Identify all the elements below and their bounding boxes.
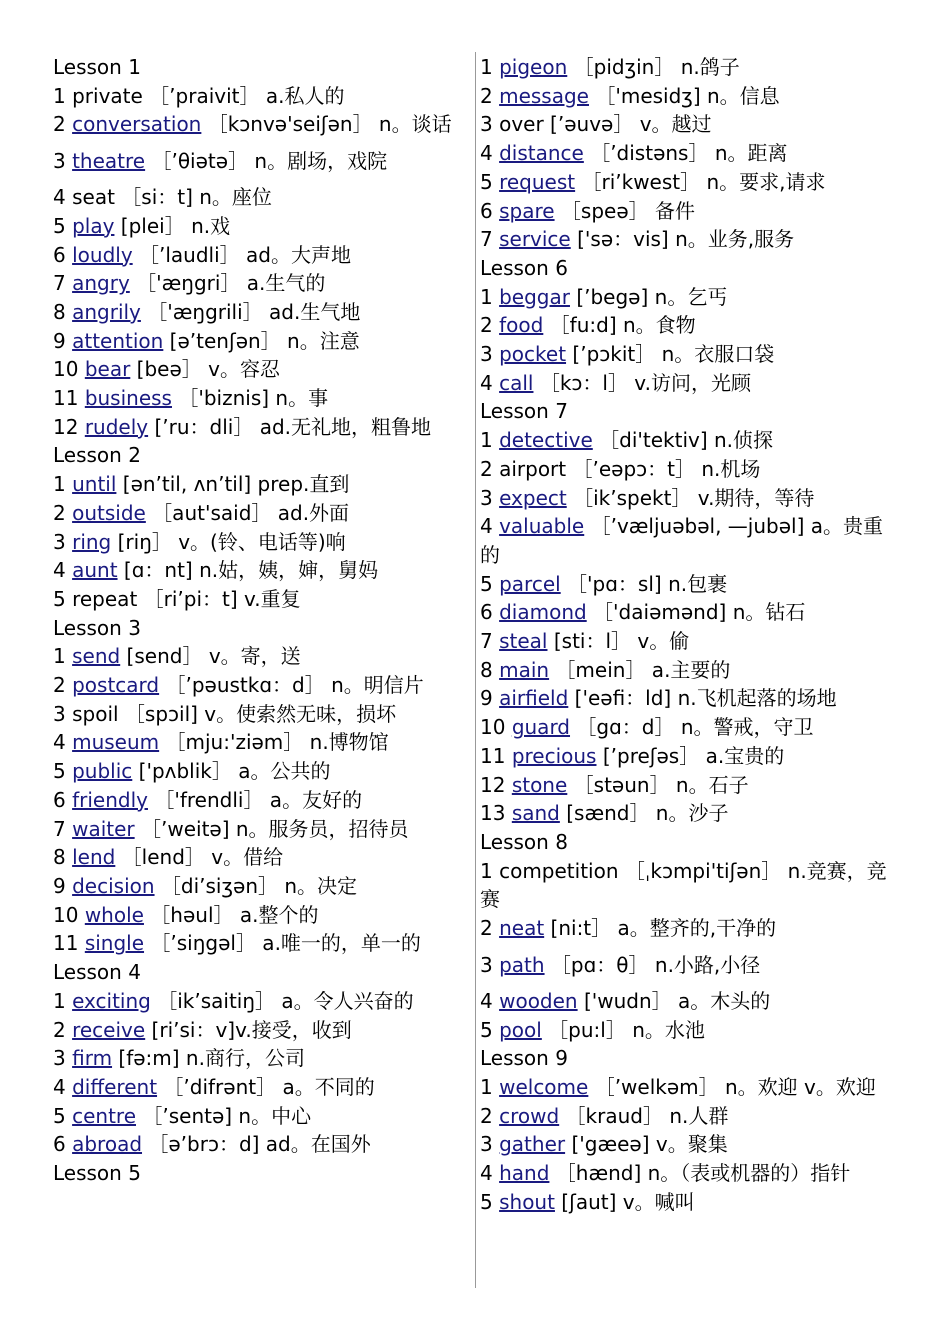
entry-definition: ［ri’kwest］ n。要求,请求 [575,169,826,194]
entry-number: 1 [53,472,66,497]
vocab-entry [53,327,471,356]
vocab-entry [480,225,898,254]
vocab-word-link[interactable]: friendly [72,787,148,812]
entry-definition: [’pɔkit］ n。衣服口袋 [566,342,775,367]
vocab-entry [480,656,898,685]
vocab-word-link[interactable]: airfield [499,686,569,711]
vocab-entry [53,1102,471,1131]
entry-definition: [’ru：dli］ ad.无礼地，粗鲁地 [148,414,431,439]
vocab-word-link[interactable]: until [72,472,117,497]
vocab-word-link[interactable]: museum [72,730,160,755]
entry-definition: ［lend］ v。借给 [115,845,284,870]
vocab-entry [53,1016,471,1045]
vocab-word-link[interactable]: call [499,370,534,395]
vocab-word-link[interactable]: different [72,1074,158,1099]
entry-definition: ［’praivit］ a.私人的 [142,83,345,108]
vocab-word-link[interactable]: sand [511,801,560,826]
vocab-entry [480,771,898,800]
entry-definition: ['wudn］ a。木头的 [577,988,771,1013]
entry-definition: ［’welkəm］ n。欢迎 v。欢迎 [588,1074,876,1099]
vocab-word-link[interactable]: path [499,952,545,977]
vocab-entry [53,1073,471,1102]
vocab-word-link[interactable]: ring [72,529,112,554]
entry-definition: ［ik’saitiŋ］ a。令人兴奋的 [150,988,414,1013]
vocab-word-link[interactable]: single [84,931,145,956]
entry-number: 5 [53,759,66,784]
vocab-entry [53,413,471,442]
right-column [480,53,898,1216]
entry-definition: ［ə’brɔ：d] ad。在国外 [142,1132,371,1157]
entry-number: 2 [53,500,66,525]
vocab-word: over [499,112,544,137]
lesson-heading: Lesson 7 [480,399,568,424]
entry-definition: ［stəun］ n。石子 [567,772,749,797]
entry-number: 6 [53,1132,66,1157]
vocab-word-link[interactable]: attention [72,328,164,353]
entry-definition: ［'mesidʒ] n。信息 [588,83,780,108]
vocab-entry [480,1130,898,1159]
vocab-word-link[interactable]: angrily [72,299,141,324]
entry-definition: ［’distəns］ n。距离 [583,141,788,166]
vocab-entry [53,872,471,901]
vocab-word-link[interactable]: main [499,657,550,682]
vocab-entry [480,914,898,943]
entry-definition: ［ik’spekt］ v.期待，等待 [566,485,815,510]
lesson-heading: Lesson 1 [53,55,141,79]
vocab-word-link[interactable]: bear [84,357,131,382]
entry-number: 2 [53,1017,66,1042]
vocab-word-link[interactable]: request [499,169,576,194]
entry-number: 4 [53,1074,66,1099]
vocab-word-link[interactable]: beggar [499,284,570,309]
entry-definition: ［’eəpɔ：t］ n.机场 [566,456,761,481]
entry-number: 4 [53,730,66,755]
entry-number: 3 [480,952,493,977]
entry-definition: ［kɔ：l］ v.访问，光顾 [533,370,751,395]
entry-number: 4 [53,185,66,210]
vocab-word: repeat [72,586,138,611]
vocab-word-link[interactable]: welcome [499,1074,589,1099]
vocab-entry [480,283,898,312]
vocab-word-link[interactable]: lend [72,845,116,870]
entry-number: 9 [53,873,66,898]
entry-definition: ['gæeə] v。聚集 [565,1132,728,1157]
vocab-word-link[interactable]: abroad [72,1132,143,1157]
vocab-word-link[interactable]: message [499,83,589,108]
entry-definition: ［di’siʒən］ n。决定 [154,873,358,898]
entry-definition: [send］ v。寄，送 [120,644,301,669]
entry-number: 3 [480,342,493,367]
vocab-word-link[interactable]: wooden [499,988,578,1013]
vocab-entry [480,369,898,398]
vocab-entry [480,455,898,484]
vocab-entry [53,139,471,183]
vocab-word-link[interactable]: hand [499,1161,550,1186]
entry-definition: ［’siŋgəl］ a.唯一的，单一的 [144,931,421,956]
entry-number: 4 [480,1161,493,1186]
vocab-entry [53,671,471,700]
vocab-word: seat [72,185,115,210]
entry-definition: ［si：t] n。座位 [114,185,272,210]
entry-number: 11 [53,386,79,411]
entry-number: 6 [480,198,493,223]
entry-number: 2 [480,1103,493,1128]
entry-definition: ［spɔil] v。使索然无味，损坏 [118,701,397,726]
vocab-entry [480,943,898,987]
vocab-word-link[interactable]: postcard [72,673,160,698]
vocab-entry [480,799,898,828]
entry-number: 2 [480,456,493,481]
vocab-word-link[interactable]: centre [72,1103,136,1128]
vocab-word-link[interactable]: service [499,227,571,252]
vocab-entry [480,570,898,599]
entry-definition: ［ˌkɔmpi'tiʃən］ n.竞赛，竞赛 [480,858,887,912]
entry-number: 11 [480,743,506,768]
vocab-entry [53,384,471,413]
entry-number: 7 [53,271,66,296]
vocab-word-link[interactable]: receive [72,1017,146,1042]
vocab-word-link[interactable]: decision [72,873,155,898]
entry-number: 12 [480,772,506,797]
entry-number: 6 [53,787,66,812]
entry-definition: ［pu:l］ n。水池 [541,1017,705,1042]
entry-number: 9 [480,686,493,711]
lesson-heading: Lesson 2 [53,443,141,468]
entry-definition: ［speə］ 备件 [554,198,696,223]
entry-number: 5 [480,571,493,596]
entry-number: 5 [480,169,493,194]
vocab-word-link[interactable]: neat [499,916,545,941]
entry-definition: ［mein］ a.主要的 [549,657,731,682]
vocab-entry [480,598,898,627]
vocab-entry [480,53,898,82]
vocab-entry [53,929,471,958]
vocab-entry [53,585,471,614]
vocab-entry [53,786,471,815]
entry-number: 5 [480,1189,493,1214]
vocab-entry [480,484,898,513]
lesson-heading: Lesson 4 [53,960,141,985]
vocab-word-link[interactable]: precious [511,743,597,768]
vocab-word-link[interactable]: theatre [72,149,146,174]
vocab-entry [480,512,898,569]
vocab-entry [480,684,898,713]
vocab-entry [53,815,471,844]
vocab-entry [53,1130,471,1159]
vocab-entry [53,642,471,671]
entry-definition: ［’væljuəbəl, —jubəl] a。贵重的 [480,514,883,567]
entry-definition: [’preʃəs］ a.宝贵的 [596,743,785,768]
entry-number: 6 [480,600,493,625]
entry-number: 1 [53,83,66,108]
vocab-word-link[interactable]: firm [72,1046,113,1071]
vocab-entry [480,1016,898,1045]
vocab-entry [480,1102,898,1131]
entry-definition: ［pidʒin］ n.鸽子 [567,55,740,79]
vocab-word-link[interactable]: diamond [499,600,587,625]
entry-definition: ［’weitə] n。服务员，招待员 [134,816,409,841]
entry-number: 4 [53,558,66,583]
entry-definition: [riŋ］ v。(铃、电话等)响 [111,529,346,554]
vocab-word-link[interactable]: waiter [72,816,135,841]
entry-number: 3 [53,529,66,554]
vocab-word-link[interactable]: gather [499,1132,566,1157]
vocab-word-link[interactable]: spare [499,198,555,223]
vocab-entry [53,212,471,241]
entry-number: 9 [53,328,66,353]
entry-number: 3 [53,701,66,726]
vocab-word-link[interactable]: guard [511,715,571,740]
entry-definition: ['pʌblik］ a。公共的 [132,759,331,784]
vocab-word-link[interactable]: food [499,313,544,338]
left-column [53,53,471,1188]
entry-number: 2 [53,673,66,698]
vocab-word-link[interactable]: parcel [499,571,561,596]
entry-number: 5 [53,1103,66,1128]
vocab-entry [53,241,471,270]
vocab-entry [480,110,898,139]
vocab-word: airport [499,456,567,481]
vocab-entry [480,627,898,656]
entry-number: 3 [480,1132,493,1157]
vocab-word-link[interactable]: stone [511,772,568,797]
vocab-word-link[interactable]: exciting [72,988,151,1013]
entry-definition: ［di'tektiv] n.侦探 [592,428,774,453]
entry-number: 5 [480,1017,493,1042]
entry-number: 2 [480,313,493,338]
vocab-entry [53,269,471,298]
entry-definition: ［'frendli］ a。友好的 [147,787,363,812]
entry-definition: ［aut'said］ ad.外面 [145,500,350,525]
vocab-entry [480,311,898,340]
entry-number: 10 [480,715,506,740]
entry-definition: [ri’si：v]v.接受，收到 [145,1017,352,1042]
lesson-heading: Lesson 5 [53,1161,141,1186]
vocab-entry [480,82,898,111]
entry-definition: [ə’tenʃən］ n。注意 [163,328,360,353]
vocab-entry [480,987,898,1016]
entry-definition: [fə:m] n.商行，公司 [112,1046,305,1071]
entry-definition: [sænd］ n。沙子 [559,801,729,826]
vocab-word-link[interactable]: pocket [499,342,567,367]
entry-definition: [ən’til, ʌn’til] prep.直到 [116,472,350,497]
entry-number: 4 [480,514,493,539]
vocab-entry [53,728,471,757]
vocab-word-link[interactable]: shout [499,1189,555,1214]
entry-number: 2 [480,916,493,941]
vocab-word-link[interactable]: expect [499,485,567,510]
vocab-entry [53,901,471,930]
column-divider [475,52,476,1288]
vocab-word-link[interactable]: play [72,213,115,238]
entry-number: 3 [53,149,66,174]
entry-number: 1 [480,428,493,453]
vocab-entry [53,528,471,557]
entry-definition: ［’sentə] n。中心 [136,1103,312,1128]
vocab-entry [53,700,471,729]
entry-number: 5 [53,586,66,611]
entry-number: 7 [480,629,493,654]
entry-number: 11 [53,931,79,956]
entry-number: 2 [480,83,493,108]
entry-definition: [ʃaut] v。喊叫 [554,1189,695,1214]
entry-definition: ［kraud］ n.人群 [559,1103,729,1128]
entry-number: 4 [480,988,493,1013]
entry-number: 1 [480,284,493,309]
entry-number: 7 [480,227,493,252]
lesson-heading: Lesson 3 [53,615,141,640]
entry-definition: ［'æŋgri］ a.生气的 [129,271,326,296]
vocab-word-link[interactable]: rudely [84,414,149,439]
entry-definition: ［’pəustkɑ：d］ n。明信片 [159,673,424,698]
entry-number: 7 [53,816,66,841]
entry-definition: ［’laudli］ ad。大声地 [132,242,351,267]
entry-definition: ［ri’pi：t] v.重复 [137,586,301,611]
vocab-entry [53,987,471,1016]
vocab-entry [53,82,471,111]
vocab-entry [480,340,898,369]
vocab-word-link[interactable]: whole [84,902,144,927]
entry-number: 8 [480,657,493,682]
entry-definition: [’begə] n。乞丐 [569,284,728,309]
vocab-word: spoil [72,701,119,726]
vocab-entry [480,197,898,226]
entry-number: 1 [480,55,493,79]
entry-number: 1 [480,1074,493,1099]
entry-number: 8 [53,299,66,324]
entry-definition: ［fu:d] n。食物 [543,313,696,338]
vocab-entry [480,713,898,742]
vocab-entry [53,110,471,139]
entry-definition: ［gɑ：d］ n。警戒，守卫 [570,715,814,740]
lesson-heading: Lesson 8 [480,829,568,854]
entry-definition: [’əuvə］ v。越过 [543,112,712,137]
entry-definition: ［kɔnvə'seiʃən］ n。谈话 [201,112,452,137]
entry-number: 1 [53,644,66,669]
lesson-heading: Lesson 6 [480,255,568,280]
vocab-entry [53,556,471,585]
vocab-word-link[interactable]: distance [499,141,584,166]
entry-definition: [ni:t］ a。整齐的,干净的 [544,916,777,941]
entry-number: 12 [53,414,79,439]
vocab-word-link[interactable]: angry [72,271,130,296]
entry-definition: [ɑ：nt] n.姑，姨，婶，舅妈 [117,558,379,583]
vocab-entry [53,298,471,327]
entry-definition: ［hænd] n。（表或机器的）指针 [549,1161,851,1186]
vocab-entry [480,1188,898,1217]
entry-definition: ［'pɑ：sl] n.包裹 [560,571,728,596]
entry-number: 4 [480,370,493,395]
vocab-entry [480,1073,898,1102]
vocab-word-link[interactable]: send [72,644,121,669]
entry-definition: [sti：l］ v。偷 [547,629,690,654]
entry-number: 3 [480,485,493,510]
vocab-word-link[interactable]: public [72,759,133,784]
entry-definition: ［mju:'ziəm］ n.博物馆 [159,730,389,755]
entry-number: 10 [53,902,79,927]
vocab-word: private [72,83,143,108]
entry-definition: [beə］ v。容忍 [130,357,280,382]
entry-number: 1 [480,858,493,883]
entry-definition: ［pɑ：θ］ n.小路,小径 [544,952,761,977]
vocab-entry [480,426,898,455]
vocab-word-link[interactable]: pigeon [499,55,568,79]
vocab-word-link[interactable]: conversation [72,112,202,137]
vocab-entry [480,139,898,168]
entry-definition: ［'æŋgrili］ ad.生气地 [140,299,361,324]
lesson-heading: Lesson 9 [480,1046,568,1071]
vocab-entry [53,1044,471,1073]
entry-number: 3 [53,1046,66,1071]
vocab-word-link[interactable]: business [84,386,172,411]
vocab-word-link[interactable]: loudly [72,242,133,267]
vocab-entry [53,355,471,384]
entry-definition: ［'biznis] n。事 [171,386,329,411]
entry-definition: ［'daiəmənd] n。钻石 [586,600,806,625]
vocab-entry [480,742,898,771]
vocab-word-link[interactable]: detective [499,428,593,453]
vocab-entry [480,857,898,914]
vocab-entry [53,843,471,872]
vocab-entry [53,470,471,499]
vocab-entry [53,757,471,786]
vocab-word-link[interactable]: pool [499,1017,542,1042]
vocab-entry [53,499,471,528]
vocab-entry [53,183,471,212]
entry-definition: ［həul］ a.整个的 [143,902,319,927]
entry-number: 13 [480,801,506,826]
entry-definition: ['sə：vis] n。业务,服务 [570,227,795,252]
vocab-word: competition [499,858,619,883]
entry-definition: ［’θiətə］ n。剧场，戏院 [145,149,388,174]
entry-number: 1 [53,988,66,1013]
entry-number: 4 [480,141,493,166]
entry-number: 2 [53,112,66,137]
vocab-word-link[interactable]: aunt [72,558,118,583]
vocab-word-link[interactable]: outside [72,500,146,525]
vocab-entry [480,1159,898,1188]
entry-definition: [plei］ n.戏 [114,213,231,238]
entry-number: 5 [53,213,66,238]
vocab-word-link[interactable]: valuable [499,514,585,539]
entry-number: 10 [53,357,79,382]
entry-number: 8 [53,845,66,870]
vocab-word-link[interactable]: crowd [499,1103,560,1128]
entry-definition: ［’difrənt］ a。不同的 [157,1074,375,1099]
vocab-entry [480,168,898,197]
vocab-word-link[interactable]: steal [499,629,548,654]
entry-number: 3 [480,112,493,137]
entry-definition: ['eəfi：ld] n.飞机起落的场地 [568,686,837,711]
entry-number: 6 [53,242,66,267]
